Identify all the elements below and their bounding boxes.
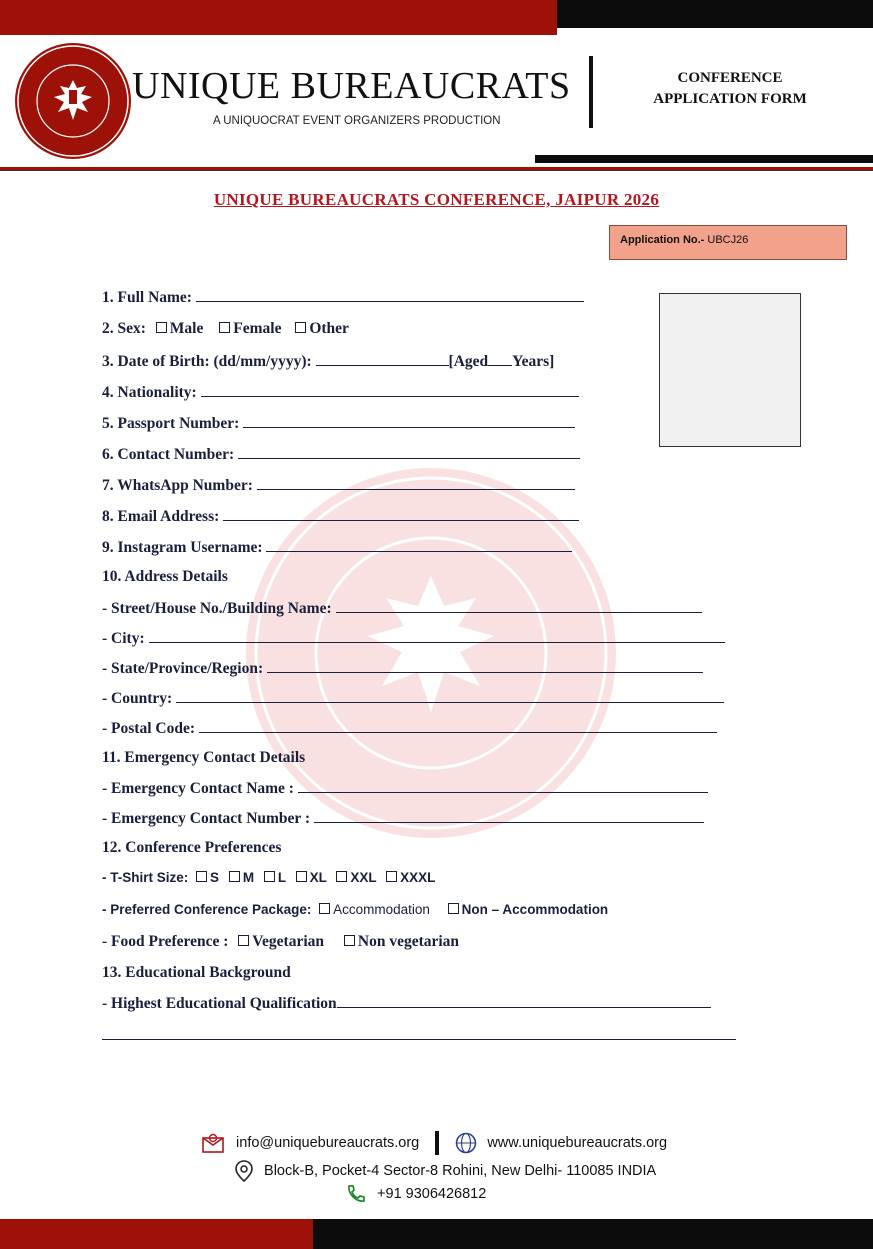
- contact-label: 6. Contact Number:: [102, 446, 235, 463]
- email-line[interactable]: [223, 506, 579, 521]
- whatsapp-label: 7. WhatsApp Number:: [102, 477, 253, 494]
- emergency-name-line[interactable]: [298, 778, 708, 793]
- qualification-field: [102, 993, 711, 1013]
- sex-other-label: Other: [309, 320, 349, 337]
- sex-male-checkbox[interactable]: [156, 322, 167, 333]
- nationality-label: 4. Nationality:: [102, 384, 197, 401]
- form-title-line1: CONFERENCE: [677, 70, 783, 86]
- state-field: [102, 658, 703, 678]
- brand-seal-logo: [14, 42, 132, 160]
- food-veg-label: Vegetarian: [252, 933, 325, 950]
- email-label: 8. Email Address:: [102, 508, 220, 525]
- emergency-name-label: - Emergency Contact Name :: [102, 780, 294, 797]
- sex-female-checkbox[interactable]: [219, 322, 230, 333]
- footer-black-bar: [313, 1219, 873, 1249]
- globe-icon: [455, 1135, 481, 1151]
- tshirt-m-label: M: [242, 870, 255, 885]
- package-accommodation-label: Accommodation: [333, 902, 430, 917]
- whatsapp-line[interactable]: [257, 475, 575, 490]
- instagram-label: 9. Instagram Username:: [102, 539, 263, 556]
- emergency-number-field: [102, 808, 704, 828]
- sex-other-checkbox[interactable]: [295, 322, 306, 333]
- footer-separator: [435, 1131, 439, 1155]
- form-title-line2: APPLICATION FORM: [653, 91, 807, 107]
- contact-field: [102, 444, 580, 464]
- tshirt-m-checkbox[interactable]: [229, 871, 240, 882]
- tshirt-xxxl-label: XXXL: [400, 870, 436, 885]
- tshirt-xxxl-checkbox[interactable]: [386, 871, 397, 882]
- food-nonveg-label: Non vegetarian: [357, 933, 460, 950]
- instagram-field: [102, 537, 572, 557]
- header-black-accent: [535, 155, 873, 163]
- street-field: [102, 598, 702, 618]
- emergency-number-line[interactable]: [314, 808, 704, 823]
- aged-prefix: [Aged: [448, 353, 489, 370]
- aged-line[interactable]: [488, 351, 512, 366]
- package-non-accommodation-label: Non – Accommodation: [461, 902, 609, 917]
- header-divider: [589, 56, 593, 128]
- application-number-box: [609, 225, 847, 260]
- street-line[interactable]: [336, 598, 702, 613]
- emergency-name-field: [102, 778, 708, 798]
- instagram-line[interactable]: [266, 537, 572, 552]
- header-red-bar: [0, 0, 557, 35]
- application-number-value: UBCJ26: [707, 234, 749, 246]
- tshirt-s-label: S: [210, 870, 220, 885]
- preferences-heading: 12. Conference Preferences: [102, 839, 282, 856]
- phone-icon: [345, 1186, 371, 1202]
- sex-label: 2. Sex:: [102, 320, 146, 337]
- tshirt-xxl-checkbox[interactable]: [336, 871, 347, 882]
- footer-website[interactable]: www.uniquebureaucrats.org: [487, 1134, 668, 1151]
- application-number-label: Application No.-: [620, 234, 705, 246]
- country-line[interactable]: [176, 688, 724, 703]
- qualification-label: - Highest Educational Qualification: [102, 995, 337, 1012]
- location-pin-icon: [234, 1163, 258, 1179]
- footer-phone-row: [345, 1184, 486, 1204]
- food-field: [102, 932, 459, 952]
- full-name-label: 1. Full Name:: [102, 289, 192, 306]
- tshirt-l-label: L: [277, 870, 286, 885]
- package-accommodation-checkbox[interactable]: [319, 903, 330, 914]
- package-non-accommodation-checkbox[interactable]: [448, 903, 459, 914]
- passport-label: 5. Passport Number:: [102, 415, 240, 432]
- state-label: - State/Province/Region:: [102, 660, 264, 677]
- tshirt-s-checkbox[interactable]: [196, 871, 207, 882]
- footer-contact-row: [202, 1131, 667, 1155]
- header-black-bar: [557, 0, 873, 28]
- food-nonveg-checkbox[interactable]: [344, 935, 355, 946]
- passport-field: [102, 413, 575, 433]
- whatsapp-field: [102, 475, 575, 495]
- brand-name: UNIQUE BUREAUCRATS: [132, 65, 571, 107]
- footer-phone[interactable]: +91 9306426812: [377, 1185, 487, 1202]
- form-title: [630, 68, 830, 110]
- footer-red-bar: [0, 1219, 313, 1249]
- full-name-field: [102, 287, 584, 307]
- package-field: [102, 900, 608, 920]
- address-heading: 10. Address Details: [102, 568, 228, 585]
- postal-field: [102, 718, 717, 738]
- qualification-extra-line[interactable]: [102, 1038, 736, 1040]
- conference-title: UNIQUE BUREAUCRATS CONFERENCE, JAIPUR 2026: [213, 190, 660, 209]
- food-veg-checkbox[interactable]: [238, 935, 249, 946]
- country-label: - Country:: [102, 690, 173, 707]
- tshirt-label: - T-Shirt Size:: [102, 870, 189, 885]
- nationality-line[interactable]: [201, 382, 579, 397]
- city-field: [102, 628, 725, 648]
- dob-label: 3. Date of Birth: (dd/mm/yyyy):: [102, 353, 312, 370]
- photo-box[interactable]: [659, 293, 801, 447]
- full-name-line[interactable]: [196, 287, 584, 302]
- street-label: - Street/House No./Building Name:: [102, 600, 332, 617]
- postal-label: - Postal Code:: [102, 720, 195, 737]
- package-label: - Preferred Conference Package:: [102, 902, 312, 917]
- tshirt-l-checkbox[interactable]: [264, 871, 275, 882]
- country-field: [102, 688, 724, 708]
- education-heading: 13. Educational Background: [102, 964, 291, 981]
- header-black-rule: [0, 170, 873, 171]
- aged-suffix: Years]: [512, 353, 555, 370]
- postal-line[interactable]: [199, 718, 717, 733]
- dob-line[interactable]: [316, 351, 449, 366]
- emergency-heading: 11. Emergency Contact Details: [102, 749, 306, 766]
- email-field: [102, 506, 579, 526]
- city-label: - City:: [102, 630, 145, 647]
- sex-field: [102, 319, 349, 339]
- footer-email[interactable]: info@uniquebureaucrats.org: [236, 1134, 420, 1151]
- city-line[interactable]: [149, 628, 725, 643]
- sex-female-label: Female: [233, 320, 282, 337]
- footer-address: Block-B, Pocket-4 Sector-8 Rohini, New Delhi- 110085 INDIA: [264, 1162, 657, 1179]
- footer-address-row: [234, 1160, 656, 1182]
- nationality-field: [102, 382, 579, 402]
- tshirt-xl-label: XL: [309, 870, 327, 885]
- emergency-number-label: - Emergency Contact Number :: [102, 810, 311, 827]
- email-icon: [202, 1135, 228, 1151]
- dob-field: [102, 351, 554, 371]
- passport-line[interactable]: [243, 413, 575, 428]
- sex-male-label: Male: [169, 320, 204, 337]
- tshirt-xxl-label: XXL: [350, 870, 377, 885]
- brand-tagline: A UNIQUOCRAT EVENT ORGANIZERS PRODUCTION: [213, 115, 501, 127]
- tshirt-xl-checkbox[interactable]: [296, 871, 307, 882]
- tshirt-field: [102, 868, 435, 888]
- contact-line[interactable]: [238, 444, 580, 459]
- state-line[interactable]: [267, 658, 703, 673]
- food-label: - Food Preference :: [102, 933, 229, 950]
- qualification-line[interactable]: [337, 993, 711, 1008]
